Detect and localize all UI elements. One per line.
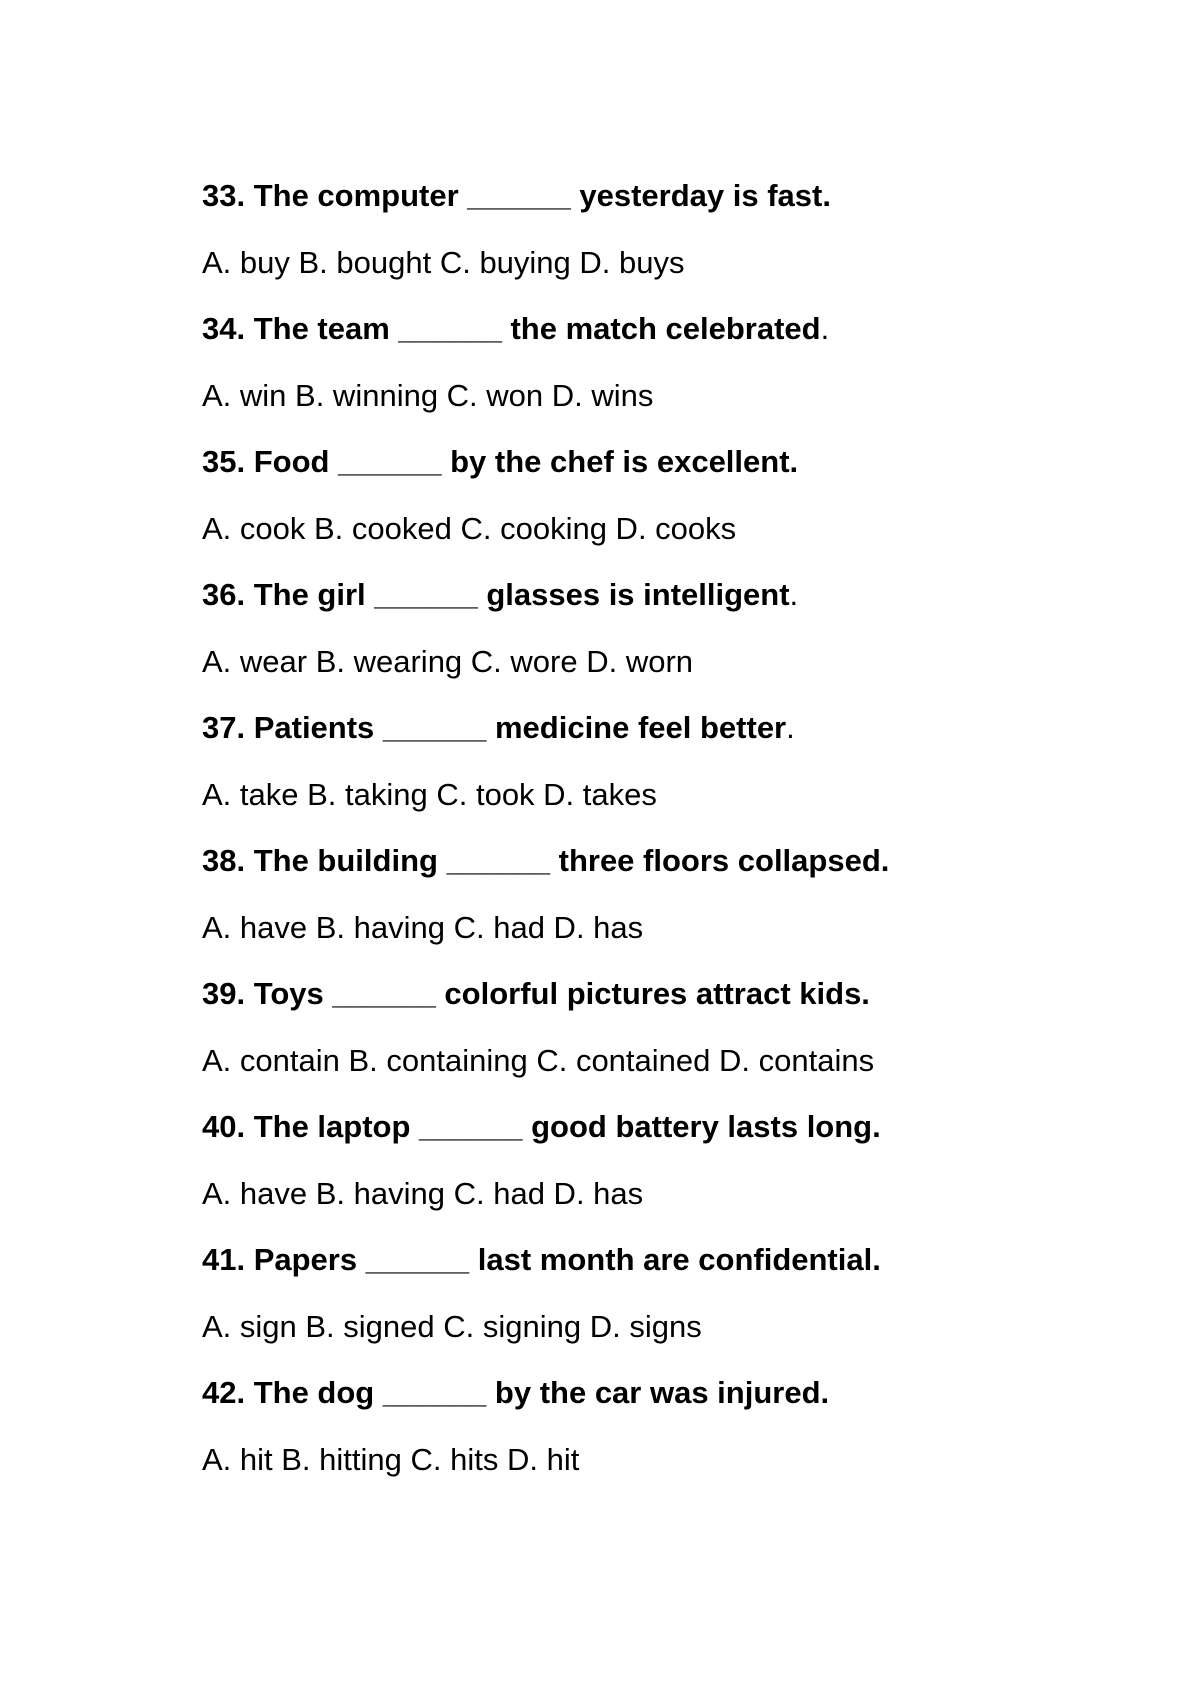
answer-options: A. have B. having C. had D. has [202, 1176, 644, 1211]
question-text: 34. The team ______ the match celebrated. [202, 311, 830, 346]
answer-options: A. buy B. bought C. buying D. buys [202, 245, 685, 280]
question-item-33 [202, 176, 1102, 283]
answer-options: A. contain B. containing C. contained D. contains [202, 1043, 875, 1078]
answer-options: A. hit B. hitting C. hits D. hit [202, 1442, 580, 1477]
question-item-39 [202, 974, 1102, 1081]
question-text: 38. The building ______ three floors collapsed. [202, 843, 890, 878]
question-item-42 [202, 1373, 1102, 1480]
answer-options: A. have B. having C. had D. has [202, 910, 644, 945]
question-item-34 [202, 309, 1102, 416]
question-text: 41. Papers ______ last month are confidential. [202, 1242, 881, 1277]
question-text: 42. The dog ______ by the car was injured. [202, 1375, 830, 1410]
question-text: 37. Patients ______ medicine feel better. [202, 710, 795, 745]
question-text: 40. The laptop ______ good battery lasts long. [202, 1109, 881, 1144]
question-item-38 [202, 841, 1102, 948]
answer-options: A. sign B. signed C. signing D. signs [202, 1309, 702, 1344]
answer-options: A. take B. taking C. took D. takes [202, 777, 657, 812]
answer-options: A. wear B. wearing C. wore D. worn [202, 644, 694, 679]
question-text: 36. The girl ______ glasses is intelligent. [202, 577, 799, 612]
answer-options: A. cook B. cooked C. cooking D. cooks [202, 511, 737, 546]
question-item-41 [202, 1240, 1102, 1347]
question-text: 35. Food ______ by the chef is excellent. [202, 444, 799, 479]
question-text: 39. Toys ______ colorful pictures attract kids. [202, 976, 870, 1011]
question-item-40 [202, 1107, 1102, 1214]
question-text: 33. The computer ______ yesterday is fast. [202, 178, 831, 213]
question-list [202, 176, 1102, 1506]
answer-options: A. win B. winning C. won D. wins [202, 378, 654, 413]
question-item-37 [202, 708, 1102, 815]
question-item-36 [202, 575, 1102, 682]
question-item-35 [202, 442, 1102, 549]
